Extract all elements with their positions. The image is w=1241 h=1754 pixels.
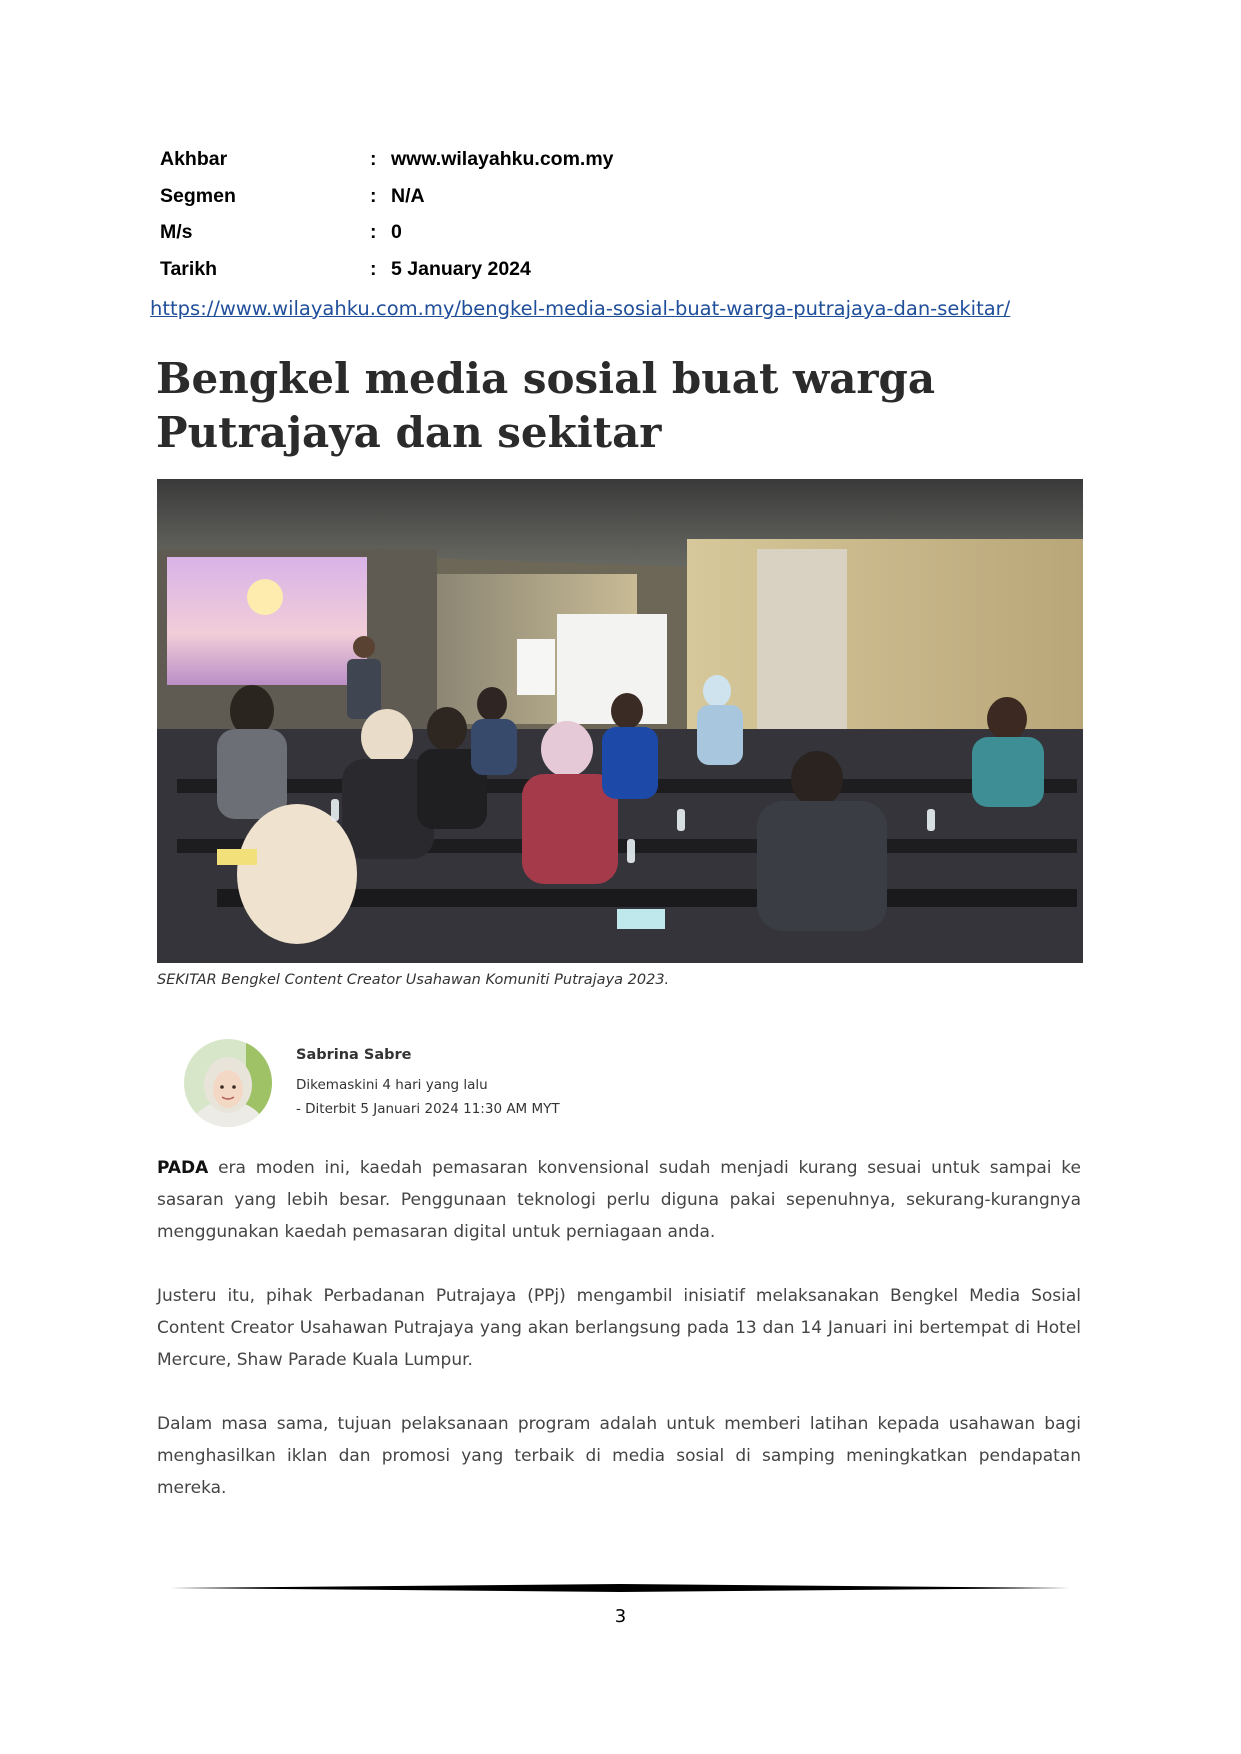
paragraph-1-text: era moden ini, kaedah pemasaran konvensional sudah menjadi kurang sesuai untuk sampai ke sasaran yang lebih besar. Penggunaan teknologi perlu diguna pakai sepenuhnya, sekurang-kurangnya menggunakan kaedah pemasaran digital untuk perniagaan anda. <box>157 1158 1081 1242</box>
meta-value: 0 <box>391 221 402 243</box>
meta-colon: : <box>370 184 377 207</box>
author-name: Sabrina Sabre <box>296 1047 412 1063</box>
paragraph-1 <box>157 1152 1081 1248</box>
article-headline <box>156 352 1076 460</box>
article-photo <box>157 479 1083 963</box>
lead-word: PADA <box>157 1158 209 1178</box>
meta-colon: : <box>370 221 377 243</box>
meta-colon: : <box>370 257 377 280</box>
photo-caption: SEKITAR Bengkel Content Creator Usahawan Komuniti Putrajaya 2023. <box>157 972 670 988</box>
meta-value: 5 January 2024 <box>391 257 531 280</box>
page-number: 3 <box>614 1606 627 1627</box>
headline-line-1: Bengkel media sosial buat warga <box>156 354 936 403</box>
paragraph-3: Dalam masa sama, tujuan pelaksanaan program adalah untuk memberi latihan kepada usahawan bagi menghasilkan iklan dan promosi yang terbaik di media sosial di samping meningkatkan pendapatan mereka. <box>157 1414 1081 1498</box>
meta-label: Tarikh <box>160 257 218 280</box>
meta-label: M/s <box>160 221 193 243</box>
headline-line-2: Putrajaya dan sekitar <box>156 408 662 457</box>
meta-colon: : <box>370 148 377 170</box>
meta-value: N/A <box>391 184 425 207</box>
footer-divider <box>170 1583 1070 1593</box>
meta-value: www.wilayahku.com.my <box>391 148 614 170</box>
author-avatar <box>184 1039 272 1127</box>
meta-label: Segmen <box>160 184 236 207</box>
paragraph-2: Justeru itu, pihak Perbadanan Putrajaya (PPj) mengambil inisiatif melaksanakan Bengkel Media Sosial Content Creator Usahawan Putrajaya yang akan berlangsung pada 13 dan 14 Januari ini bertempat di Hotel Mercure, Shaw Parade Kuala Lumpur. <box>157 1286 1081 1370</box>
updated-time: Dikemaskini 4 hari yang lalu <box>296 1077 488 1093</box>
published-time: - Diterbit 5 Januari 2024 11:30 AM MYT <box>296 1101 560 1117</box>
meta-label: Akhbar <box>160 148 228 170</box>
source-link[interactable]: https://www.wilayahku.com.my/bengkel-media-sosial-buat-warga-putrajaya-dan-sekitar/ <box>150 297 1011 320</box>
